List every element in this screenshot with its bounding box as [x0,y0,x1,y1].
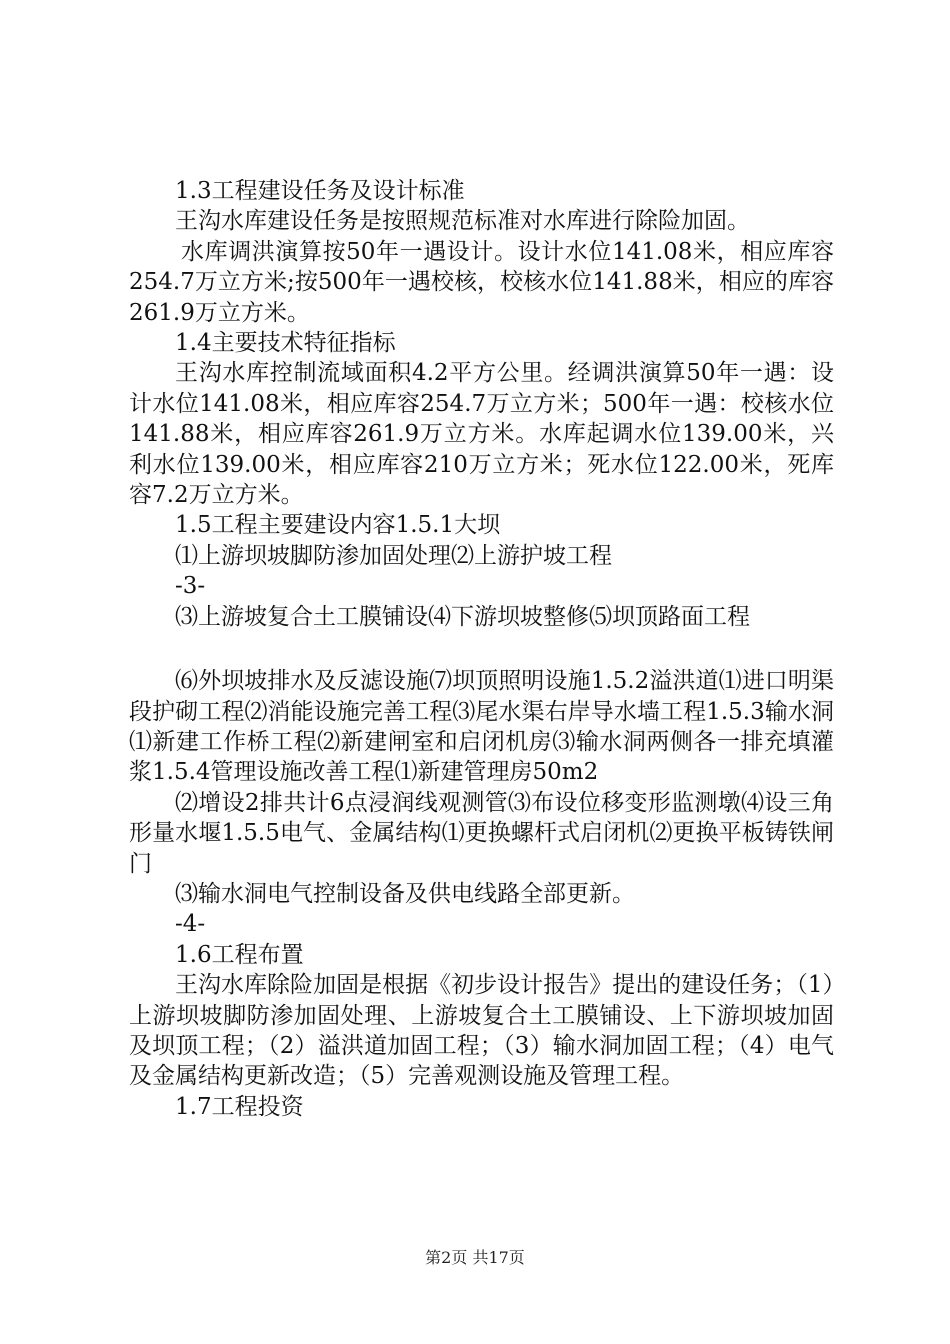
section-heading-1-3: 1.3工程建设任务及设计标准 [175,178,465,204]
document-body [129,176,834,1122]
section-heading-1-5: 1.5工程主要建设内容1.5.1大坝 [175,512,501,539]
paragraph-monitoring-items: ⑵增设2排共计6点浸润线观测管⑶布设位移变形监测墩⑷设三角形量水堰1.5.5电气、金属结构⑴更换螺杆式启闭机⑵更换平板铸铁闸门 [129,789,834,877]
paragraph-dam-items-2: ⑶上游坡复合土工膜铺设⑷下游坝坡整修⑸坝顶路面工程 [175,603,750,630]
paragraph-construction-task: 王沟水库建设任务是按照规范标准对水库进行除险加固。 [175,208,750,235]
page-marker-4: -4- [175,911,206,938]
paragraph-construction-items: ⑹外坝坡排水及反滤设施⑺坝顶照明设施1.5.2溢洪道⑴进口明渠段护砌工程⑵消能设施完善工程⑶尾水渠右岸导水墙工程1.5.3输水洞⑴新建工作桥工程⑵新建闸室和启闭机房⑶输水洞两侧各一排充填灌浆1.5.4管理设施改善工程⑴新建管理房50m2 [129,668,834,786]
paragraph-gap [129,632,834,666]
page-marker-3: -3- [175,573,206,600]
paragraph-technical-indicators: 王沟水库控制流域面积4.2平方公里。经调洪演算50年一遇：设计水位141.08米，相应库容254.7万立方米；500年一遇：校核水位141.88米，相应库容261.9万立方米。水库起调水位139.00米，兴利水位139.00米，相应库容210万立方米；死水位122.00米，死库容7.2万立方米。 [129,360,834,509]
page-footer: 第2页 共17页 [425,1248,525,1267]
paragraph-layout: 王沟水库除险加固是根据《初步设计报告》提出的建设任务；（1）上游坝坡脚防渗加固处理、上游坡复合土工膜铺设、上下游坝坡加固及坝顶工程；（2）溢洪道加固工程；（3）输水洞加固工程；（4）电气及金属结构更新改造；（5）完善观测设施及管理工程。 [129,972,834,1090]
paragraph-flood-routing: 水库调洪演算按50年一遇设计。设计水位141.08米，相应库容254.7万立方米;按500年一遇校核，校核水位141.88米，相应的库容261.9万立方米。 [129,238,834,326]
section-heading-1-7: 1.7工程投资 [175,1093,304,1120]
section-heading-1-6: 1.6工程布置 [175,941,304,968]
paragraph-electrical-update: ⑶输水洞电气控制设备及供电线路全部更新。 [175,880,635,907]
section-heading-1-4: 1.4主要技术特征指标 [175,330,396,357]
paragraph-dam-items-1: ⑴上游坝坡脚防渗加固处理⑵上游护坡工程 [175,542,612,569]
